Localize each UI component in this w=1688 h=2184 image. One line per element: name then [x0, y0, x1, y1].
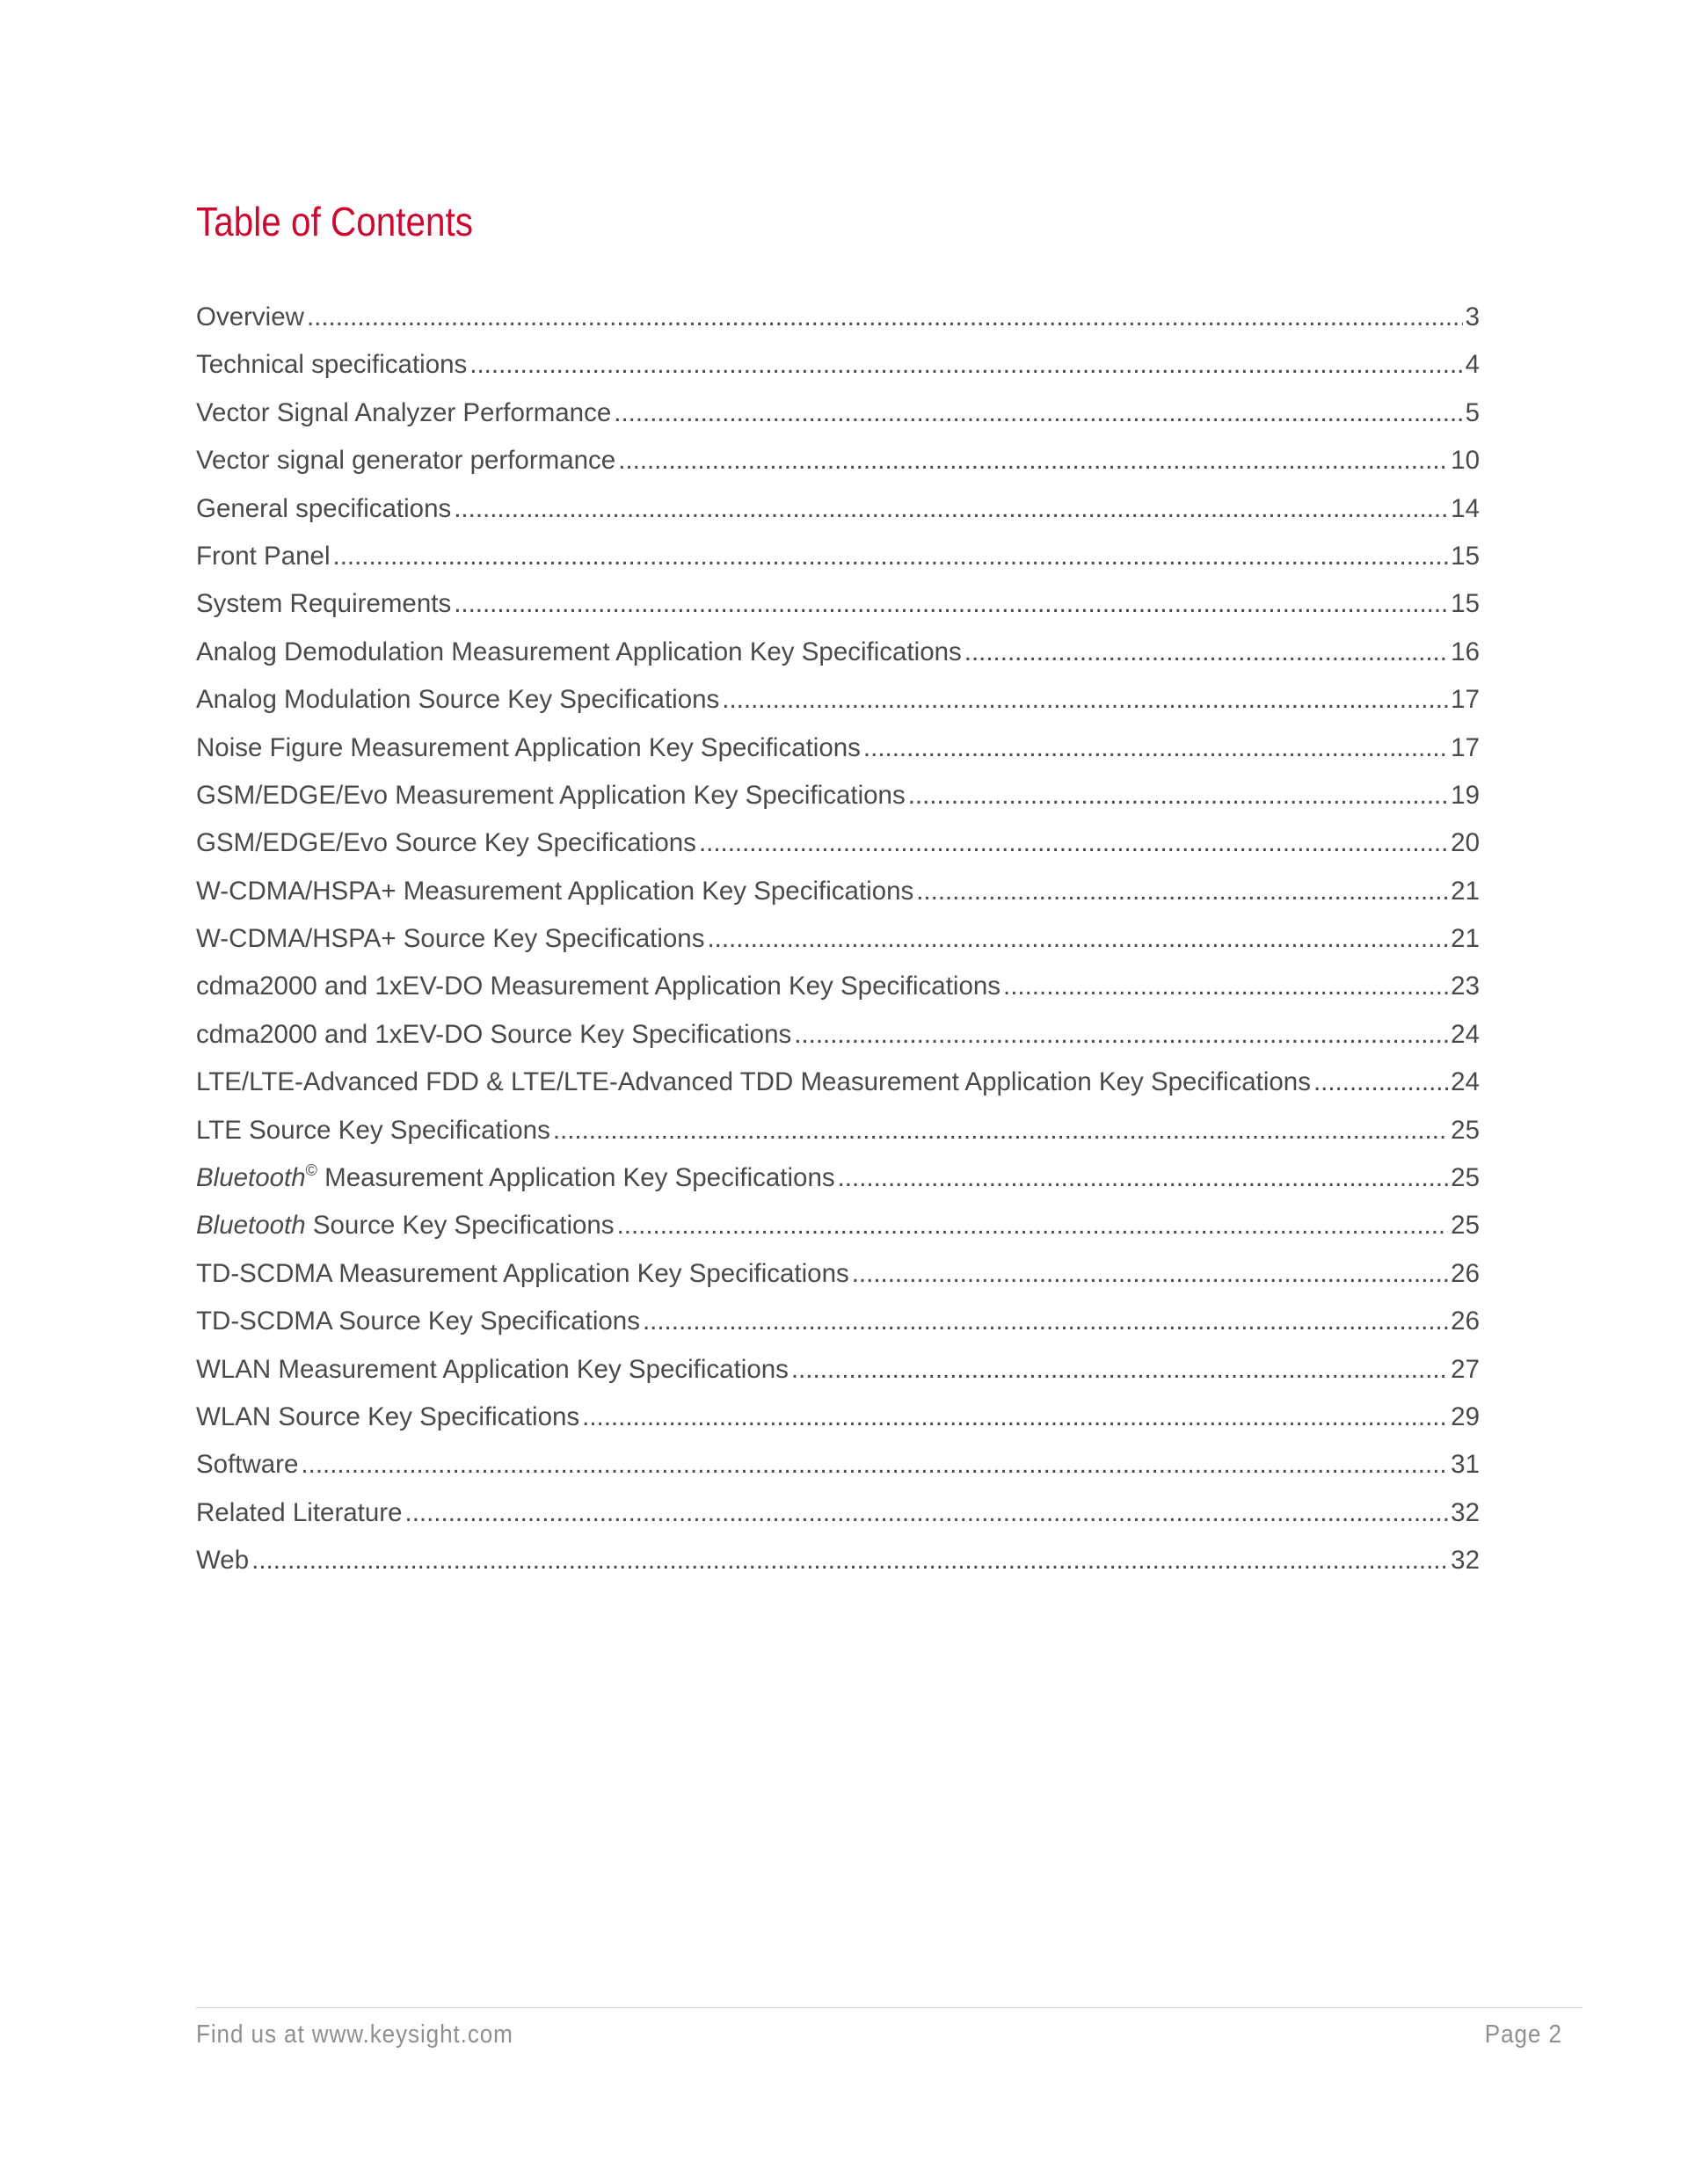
toc-entry[interactable]: [196, 1441, 1480, 1489]
toc-entry[interactable]: [196, 1346, 1480, 1394]
toc-entry-label: [196, 1107, 550, 1154]
footer-divider: [196, 2007, 1582, 2008]
toc-entry-label-text: Analog Modulation Source Key Specifications: [196, 685, 720, 715]
toc-entry[interactable]: [196, 580, 1480, 628]
toc-dot-leader: [307, 294, 1463, 341]
toc-dot-leader: [301, 1441, 1448, 1489]
toc-entry-label-text: GSM/EDGE/Evo Measurement Application Key Specifications: [196, 780, 906, 810]
toc-entry-label-text: TD-SCDMA Source Key Specifications: [196, 1307, 640, 1336]
toc-dot-leader: [618, 437, 1448, 484]
toc-entry-label-text: Front Panel: [196, 541, 331, 571]
toc-entry[interactable]: [196, 1394, 1480, 1441]
toc-dot-leader: [964, 629, 1448, 676]
toc-entry-label-text: cdma2000 and 1xEV-DO Source Key Specifications: [196, 1019, 792, 1049]
toc-dot-leader: [699, 819, 1448, 867]
toc-entry[interactable]: [196, 915, 1480, 963]
toc-entry-page-number: 21: [1451, 876, 1480, 906]
toc-entry-label-text: Software: [196, 1450, 299, 1480]
toc-entry-label-text: Vector signal generator performance: [196, 446, 616, 476]
toc-entry-label-text: LTE/LTE-Advanced FDD & LTE/LTE-Advanced TDD Measurement Application Key Specifications: [196, 1067, 1311, 1097]
toc-entry-label-text: Measurement Application Key Specifications: [316, 1163, 835, 1193]
toc-entry-label-text: WLAN Source Key Specifications: [196, 1401, 580, 1431]
toc-dot-leader: [614, 389, 1462, 437]
toc-dot-leader: [838, 1154, 1449, 1202]
toc-entry[interactable]: [196, 533, 1480, 580]
toc-dot-leader: [454, 580, 1448, 628]
toc-entry[interactable]: [196, 629, 1480, 676]
toc-entry-label-text: Noise Figure Measurement Application Key Specifications: [196, 732, 861, 762]
toc-entry-page-number: 17: [1451, 685, 1480, 715]
toc-entry-label: [196, 1250, 849, 1298]
toc-entry-page-number: 25: [1451, 1163, 1480, 1193]
toc-entry-page-number: 10: [1451, 446, 1480, 476]
toc-entry[interactable]: [196, 389, 1480, 437]
toc-dot-leader: [1313, 1059, 1448, 1106]
toc-entry-page-number: 31: [1451, 1450, 1480, 1480]
toc-entry-label: [196, 294, 304, 341]
toc-entry-label: [196, 485, 451, 533]
toc-entry-label-text: Overview: [196, 302, 304, 331]
toc-entry-label-text: TD-SCDMA Measurement Application Key Specifications: [196, 1258, 849, 1288]
toc-entry-label-prefix: Bluetooth: [196, 1163, 306, 1193]
toc-entry-label: [196, 1154, 835, 1202]
toc-dot-leader: [251, 1537, 1448, 1584]
toc-entry[interactable]: [196, 437, 1480, 484]
table-of-contents: [196, 294, 1480, 1585]
toc-dot-leader: [582, 1394, 1448, 1441]
toc-entry-page-number: 26: [1451, 1258, 1480, 1288]
toc-entry[interactable]: [196, 1489, 1480, 1537]
toc-entry-page-number: 14: [1451, 493, 1480, 523]
toc-dot-leader: [405, 1489, 1449, 1537]
toc-entry-label-text: Web: [196, 1546, 250, 1576]
toc-entry[interactable]: [196, 1107, 1480, 1154]
toc-entry-label: [196, 676, 719, 724]
toc-entry-label-prefix: Bluetooth: [196, 1211, 306, 1241]
toc-entry-label: [196, 1202, 615, 1249]
toc-entry-page-number: 25: [1451, 1115, 1480, 1145]
toc-dot-leader: [454, 485, 1448, 533]
toc-entry-page-number: 16: [1451, 637, 1480, 666]
toc-dot-leader: [469, 341, 1462, 389]
footer-website: Find us at www.keysight.com: [196, 2020, 513, 2049]
toc-entry-page-number: 24: [1451, 1019, 1480, 1049]
toc-dot-leader: [333, 533, 1449, 580]
toc-entry[interactable]: [196, 1250, 1480, 1298]
toc-entry-label-text: W-CDMA/HSPA+ Measurement Application Key Specifications: [196, 876, 914, 906]
toc-entry-label: [196, 1441, 298, 1489]
toc-entry-label-text: W-CDMA/HSPA+ Source Key Specifications: [196, 924, 705, 954]
toc-entry-page-number: 15: [1451, 541, 1480, 571]
toc-entry-label: [196, 629, 962, 676]
toc-entry-label-text: Technical specifications: [196, 350, 468, 380]
toc-entry-page-number: 3: [1465, 302, 1480, 331]
toc-entry-label-text: LTE Source Key Specifications: [196, 1115, 550, 1145]
toc-entry[interactable]: [196, 1059, 1480, 1106]
toc-entry-page-number: 21: [1451, 924, 1480, 954]
toc-entry[interactable]: [196, 1202, 1480, 1249]
toc-dot-leader: [1003, 963, 1448, 1010]
toc-entry[interactable]: [196, 485, 1480, 533]
toc-entry-label: [196, 580, 451, 628]
toc-entry-label: [196, 1537, 249, 1584]
toc-entry-page-number: 25: [1451, 1211, 1480, 1241]
toc-entry-label: [196, 1394, 579, 1441]
toc-dot-leader: [722, 676, 1448, 724]
toc-entry[interactable]: [196, 819, 1480, 867]
toc-entry-label-text: WLAN Measurement Application Key Specifications: [196, 1354, 789, 1384]
toc-entry[interactable]: [196, 341, 1480, 389]
toc-dot-leader: [794, 1011, 1448, 1059]
toc-entry-page-number: 24: [1451, 1067, 1480, 1097]
toc-entry-label-text: Related Literature: [196, 1497, 403, 1527]
toc-entry-label-text: System Requirements: [196, 589, 452, 619]
toc-entry-label: [196, 1489, 403, 1537]
toc-entry-label: [196, 963, 1000, 1010]
toc-entry-label: [196, 1059, 1311, 1106]
toc-entry-label: [196, 1298, 640, 1345]
toc-entry-label-text: Source Key Specifications: [305, 1211, 615, 1241]
toc-entry[interactable]: [196, 1154, 1480, 1202]
toc-entry-label: [196, 341, 467, 389]
toc-entry-page-number: 20: [1451, 828, 1480, 858]
toc-entry-page-number: 29: [1451, 1401, 1480, 1431]
toc-entry-label: [196, 437, 615, 484]
toc-entry[interactable]: [196, 1298, 1480, 1345]
toc-entry-label-text: General specifications: [196, 493, 452, 523]
toc-entry-label: [196, 819, 696, 867]
footer-page-number: Page 2: [1484, 2020, 1562, 2049]
toc-entry-page-number: 19: [1451, 780, 1480, 810]
toc-entry-label: [196, 389, 611, 437]
toc-entry-label: [196, 772, 906, 819]
page-title: Table of Contents: [196, 199, 474, 244]
toc-dot-leader: [617, 1202, 1449, 1249]
toc-entry-label: [196, 868, 913, 915]
toc-entry-page-number: 5: [1465, 397, 1480, 427]
toc-entry[interactable]: [196, 868, 1480, 915]
toc-entry[interactable]: [196, 1011, 1480, 1059]
toc-entry-label-text: cdma2000 and 1xEV-DO Measurement Application Key Specifications: [196, 972, 1001, 1001]
toc-entry-label: [196, 1011, 791, 1059]
toc-entry-page-number: 15: [1451, 589, 1480, 619]
toc-entry-label: [196, 724, 861, 772]
toc-entry-page-number: 32: [1451, 1497, 1480, 1527]
toc-entry[interactable]: [196, 772, 1480, 819]
toc-entry-page-number: 32: [1451, 1546, 1480, 1576]
toc-entry[interactable]: [196, 294, 1480, 341]
toc-entry-page-number: 27: [1451, 1354, 1480, 1384]
copyright-mark: ©: [305, 1161, 317, 1180]
toc-entry[interactable]: [196, 1537, 1480, 1584]
toc-entry[interactable]: [196, 724, 1480, 772]
toc-entry[interactable]: [196, 963, 1480, 1010]
toc-entry-label: [196, 533, 331, 580]
toc-dot-leader: [863, 724, 1448, 772]
toc-entry-page-number: 23: [1451, 972, 1480, 1001]
toc-entry-label: [196, 915, 704, 963]
toc-entry-page-number: 4: [1465, 350, 1480, 380]
toc-dot-leader: [707, 915, 1448, 963]
toc-dot-leader: [852, 1250, 1448, 1298]
toc-dot-leader: [643, 1298, 1448, 1345]
toc-entry-page-number: 26: [1451, 1307, 1480, 1336]
toc-entry-label-text: Vector Signal Analyzer Performance: [196, 397, 612, 427]
toc-entry[interactable]: [196, 676, 1480, 724]
toc-dot-leader: [916, 868, 1448, 915]
toc-entry-label: [196, 1346, 789, 1394]
toc-dot-leader: [553, 1107, 1448, 1154]
toc-entry-page-number: 17: [1451, 732, 1480, 762]
toc-entry-label-text: Analog Demodulation Measurement Application Key Specifications: [196, 637, 962, 666]
toc-dot-leader: [791, 1346, 1448, 1394]
toc-dot-leader: [908, 772, 1448, 819]
toc-entry-label-text: GSM/EDGE/Evo Source Key Specifications: [196, 828, 696, 858]
